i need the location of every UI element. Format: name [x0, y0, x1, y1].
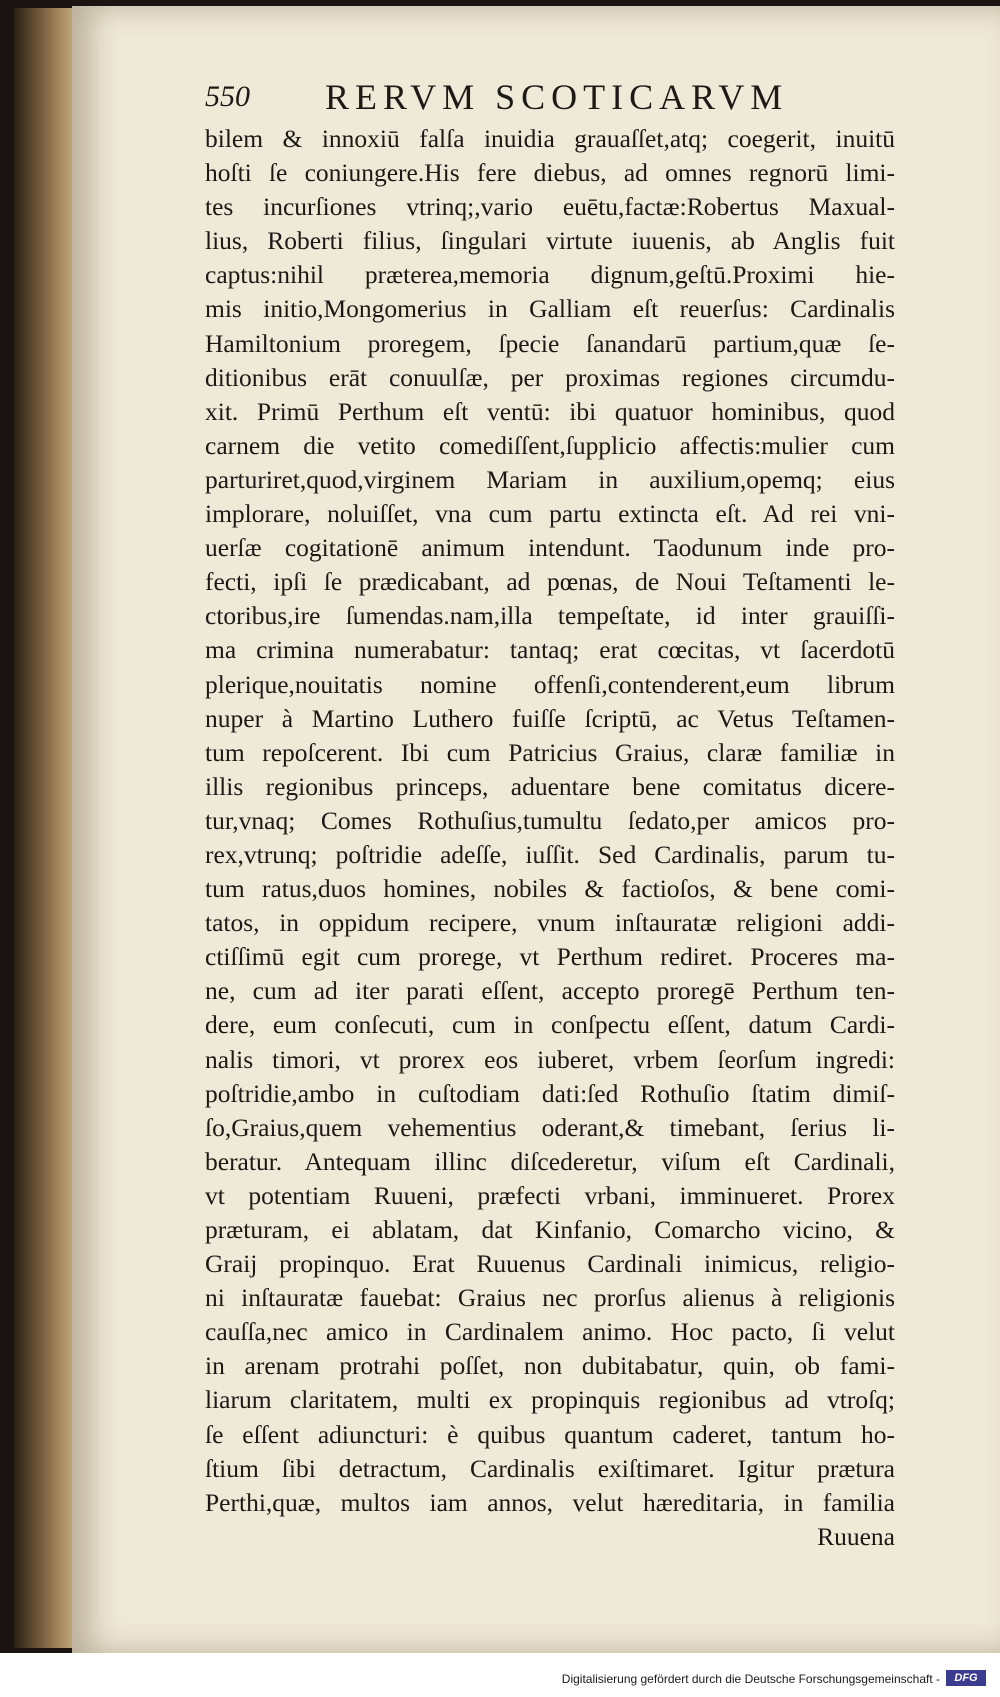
text-line: ſo,Graius,quem vehementius oderant,& timebant, ſerius li- — [205, 1112, 895, 1142]
text-line: in arenam protrahi poſſet, non dubitabatur, quin, ob fami- — [205, 1351, 895, 1381]
text-line: tur,vnaq; Comes Rothuſius,tumultu ſedato,per amicos pro- — [205, 805, 895, 835]
text-line: ma crimina numerabatur: tantaq; erat cœcitas, vt ſacerdotū — [205, 635, 895, 665]
text-line: cauſſa,nec amico in Cardinalem animo. Hoc pacto, ſi velut — [205, 1317, 895, 1347]
text-line: lius, Roberti filius, ſingulari virtute iuuenis, ab Anglis fuit — [205, 226, 895, 256]
text-line: rex,vtrunq; poſtridie adeſſe, iuſſit. Sed Cardinalis, parum tu- — [205, 839, 895, 869]
page-header — [205, 74, 985, 124]
text-line: carnem die vetito comediſſent,ſupplicio affectis:mulier cum — [205, 430, 895, 460]
text-line: ne, cum ad iter parati eſſent, accepto proregē Perthum ten- — [205, 976, 895, 1006]
text-line: vt potentiam Ruueni, præfecti vrbani, imminueret. Prorex — [205, 1180, 895, 1210]
text-line: dere, eum conſecuti, cum in conſpectu eſſent, datum Cardi- — [205, 1010, 895, 1040]
text-line: ſtium ſibi detractum, Cardinalis exiſtimaret. Igitur prætura — [205, 1453, 895, 1483]
body-text — [205, 122, 895, 1554]
catchword: Ruuena — [817, 1521, 895, 1551]
text-line: captus:nihil præterea,memoria dignum,geſtū.Proximi hie- — [205, 260, 895, 290]
text-line: tatos, in oppidum recipere, vnum inſtauratæ religioni addi- — [205, 908, 895, 938]
text-line: bilem & innoxiū falſa inuidia grauaſſet,atq; coegerit, inuitū — [205, 124, 895, 153]
text-line: xit. Primū Perthum eſt ventū: ibi quatuor hominibus, quod — [205, 396, 895, 426]
text-line: nuper à Martino Luthero fuiſſe ſcriptū, ac Vetus Teſtamen- — [205, 703, 895, 733]
book-spine-edge — [14, 8, 80, 1648]
digitization-credit: Digitalisierung gefördert durch die Deutsche Forschungsgemeinschaft - — [561, 1672, 940, 1686]
text-line: poſtridie,ambo in cuſtodiam dati:ſed Rothuſio ſtatim dimiſ- — [205, 1078, 895, 1108]
text-line: Perthi,quæ, multos iam annos, velut hæreditaria, in familia — [205, 1487, 895, 1517]
text-line: hoſti ſe coniungere.His fere diebus, ad omnes regnorū limi- — [205, 158, 895, 188]
text-line: mis initio,Mongomerius in Galliam eſt reuerſus: Cardinalis — [205, 294, 895, 324]
page-number: 550 — [205, 80, 250, 113]
text-line: ctiſſimū egit cum prorege, vt Perthum rediret. Proceres ma- — [205, 942, 895, 972]
text-line: uerſæ cogitationē animum intendunt. Taodunum inde pro- — [205, 533, 895, 563]
text-line: tes incurſiones vtrinq;,vario euētu,factæ:Robertus Maxual- — [205, 192, 895, 222]
text-line: liarum claritatem, multi ex propinquis regionibus ad vtroſq; — [205, 1385, 895, 1415]
text-line: parturiret,quod,virginem Mariam in auxilium,opemq; eius — [205, 464, 895, 494]
text-line: nalis timori, vt prorex eos iuberet, vrbem ſeorſum ingredi: — [205, 1044, 895, 1074]
text-line: illis regionibus princeps, aduentare bene comitatus dicere- — [205, 771, 895, 801]
dfg-logo: DFG — [946, 1670, 986, 1686]
text-line: præturam, ei ablatam, dat Kinfanio, Comarcho vicino, & — [205, 1215, 895, 1244]
text-line: ſe eſſent adiuncturi: è quibus quantum caderet, tantum ho- — [205, 1419, 895, 1449]
text-line: Hamiltonium proregem, ſpecie ſanandarū partium,quæ ſe- — [205, 328, 895, 358]
text-line: ni inſtauratæ fauebat: Graius nec prorſus alienus à religionis — [205, 1283, 895, 1313]
text-line: ditionibus erāt conuulſæ, per proximas regiones circumdu- — [205, 362, 895, 392]
text-line: tum ratus,duos homines, nobiles & factioſos, & bene comi- — [205, 874, 895, 904]
text-line: tum repoſcerent. Ibi cum Patricius Graius, claræ familiæ in — [205, 737, 895, 767]
text-line: ctoribus,ire ſumendas.nam,illa tempeſtate, id inter grauiſſi- — [205, 601, 895, 631]
text-line: implorare, noluiſſet, vna cum partu extincta eſt. Ad rei vni- — [205, 499, 895, 529]
running-title: RERVM SCOTICARVM — [325, 77, 789, 117]
text-line: beratur. Antequam illinc diſcederetur, viſum eſt Cardinali, — [205, 1146, 895, 1176]
text-line: plerique,nouitatis nomine offenſi,contenderent,eum librum — [205, 669, 895, 699]
text-line: fecti, ipſi ſe prædicabant, ad pœnas, de Noui Teſtamenti le- — [205, 567, 895, 597]
text-line: Graij propinquo. Erat Ruuenus Cardinali inimicus, religio- — [205, 1249, 895, 1279]
